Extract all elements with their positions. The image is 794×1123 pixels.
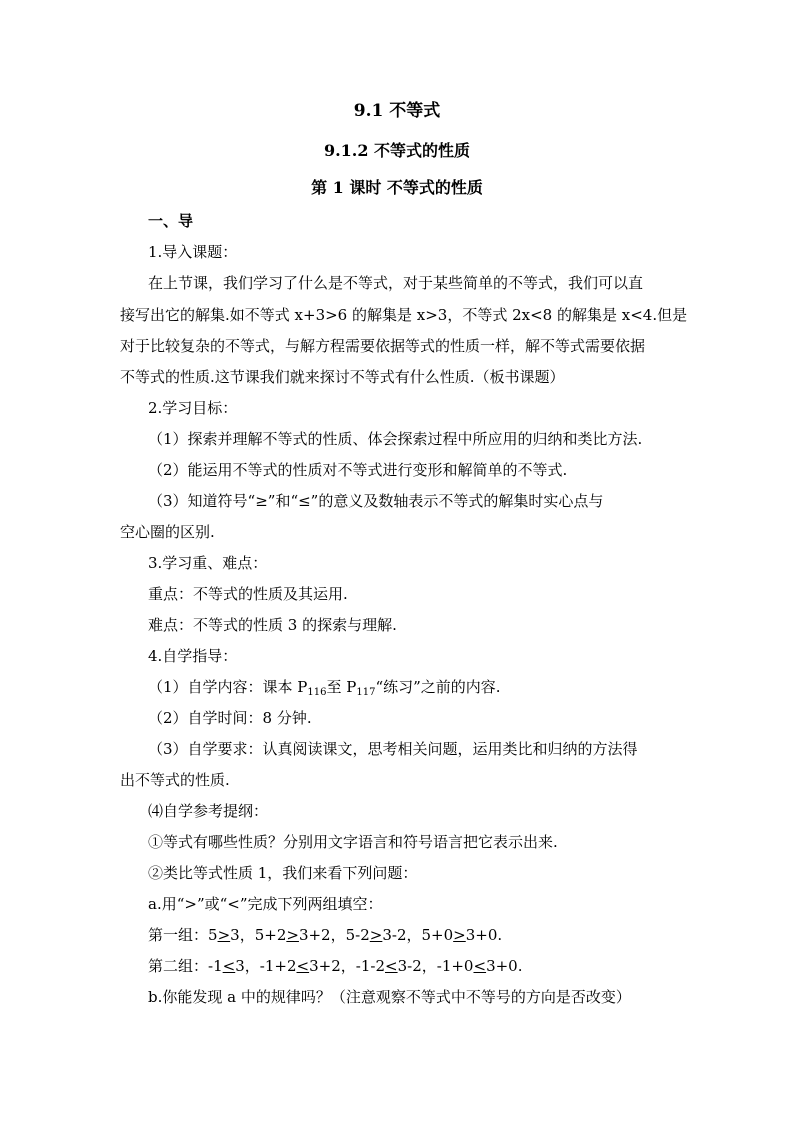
outline-question: b.你能发现 a 中的规律吗？（注意观察不等式中不等号的方向是否改变）	[148, 988, 631, 1006]
difficult-point: 难点：不等式的性质 3 的探索与理解.	[148, 616, 397, 634]
group2-expression-4	[437, 957, 523, 975]
expr-left: 5+2	[254, 926, 287, 944]
expr-left: 5	[208, 926, 218, 944]
expr-left: 5+0	[421, 926, 454, 944]
expr-right: 3-2	[397, 957, 422, 975]
guide-heading: 4.自学指导：	[148, 647, 238, 665]
expr-right: 3+2	[309, 957, 341, 975]
fill-group-2	[148, 956, 688, 976]
filled-sign: <	[222, 957, 236, 975]
guide-text: “练习”之前的内容.	[375, 678, 501, 696]
expr-right: 3	[235, 957, 245, 975]
group-label: 第二组：	[148, 957, 209, 975]
guide-item: （3）自学要求：认真阅读课文，思考相关问题，运用类比和归纳的方法得	[148, 740, 638, 758]
goals-heading: 2.学习目标：	[148, 399, 238, 417]
group2-expression-1	[208, 957, 260, 975]
filled-sign: <	[473, 957, 487, 975]
page-subscript: 116	[307, 687, 327, 698]
guide-text: 至 P	[326, 678, 357, 696]
separator: .	[497, 926, 503, 944]
group2-expression-2	[260, 957, 356, 975]
expr-right: 3+0	[465, 926, 498, 944]
fill-group-1	[148, 925, 688, 945]
group1-expression-1	[208, 926, 255, 944]
intro-paragraph-line: 接写出它的解集.如不等式 x+3>6 的解集是 x>3，不等式 2x<8 的解集是 x<4.但是	[120, 306, 688, 324]
filled-sign: >	[369, 926, 383, 944]
expr-right: 3	[230, 926, 240, 944]
key-point: 重点：不等式的性质及其运用.	[148, 585, 348, 603]
group2-expression-3	[356, 957, 437, 975]
section-heading: 一、导	[148, 212, 194, 230]
expr-right: 3-2	[382, 926, 407, 944]
expr-left: 5-2	[345, 926, 370, 944]
intro-paragraph-line: 对于比较复杂的不等式，与解方程需要依据等式的性质一样，解不等式需要依据	[120, 337, 646, 355]
keys-heading: 3.学习重、难点：	[148, 554, 268, 572]
expr-right: 3+2	[298, 926, 331, 944]
filled-sign: <	[385, 957, 398, 975]
expr-right: 3+0	[486, 957, 518, 975]
group-label: 第一组：	[148, 926, 209, 944]
filled-sign: >	[453, 926, 466, 944]
separator: ，	[406, 926, 422, 944]
separator: ，	[330, 926, 346, 944]
group1-expression-4	[422, 926, 503, 944]
outline-heading: ⑷自学参考提纲：	[148, 802, 269, 820]
guide-item	[148, 677, 688, 697]
guide-item: （2）自学时间：8 分钟.	[148, 709, 312, 727]
separator: ，	[244, 957, 260, 975]
goal-item: （1）探索并理解不等式的性质、体会探索过程中所应用的归纳和类比方法.	[148, 430, 643, 448]
intro-paragraph-line: 在上节课，我们学习了什么是不等式，对于某些简单的不等式，我们可以直	[148, 274, 644, 292]
expr-left: -1-2	[355, 957, 385, 975]
guide-item-continued: 出不等式的性质.	[120, 771, 230, 789]
expr-left: -1+2	[259, 957, 297, 975]
separator: ，	[239, 926, 255, 944]
filled-sign: >	[286, 926, 299, 944]
fill-instruction: a.用“>”或“<”完成下列两组填空：	[148, 895, 383, 913]
intro-heading: 1.导入课题：	[148, 243, 238, 261]
outline-question: ②类比等式性质 1，我们来看下列问题：	[148, 864, 418, 882]
filled-sign: <	[296, 957, 310, 975]
intro-paragraph-line: 不等式的性质.这节课我们就来探讨不等式有什么性质.（板书课题）	[120, 368, 565, 386]
separator: ，	[340, 957, 356, 975]
page-subscript: 117	[356, 687, 376, 698]
goal-item: （2）能运用不等式的性质对不等式进行变形和解简单的不等式.	[148, 461, 568, 479]
group1-expression-3	[346, 926, 422, 944]
outline-question: ①等式有哪些性质？分别用文字语言和符号语言把它表示出来.	[148, 833, 558, 851]
separator: ，	[421, 957, 437, 975]
expr-left: -1	[208, 957, 223, 975]
lesson-title: 第 1 课时 不等式的性质	[311, 178, 483, 197]
guide-text: （1）自学内容：课本 P	[148, 678, 308, 696]
separator: .	[517, 957, 523, 975]
page-title: 9.1 不等式	[353, 101, 441, 121]
filled-sign: >	[217, 926, 231, 944]
group1-expression-2	[255, 926, 346, 944]
expr-left: -1+0	[436, 957, 474, 975]
goal-item-continued: 空心圈的区别.	[120, 523, 215, 541]
goal-item: （3）知道符号“≥”和“≤”的意义及数轴表示不等式的解集时实心点与	[148, 492, 604, 510]
section-subtitle: 9.1.2 不等式的性质	[323, 141, 471, 160]
